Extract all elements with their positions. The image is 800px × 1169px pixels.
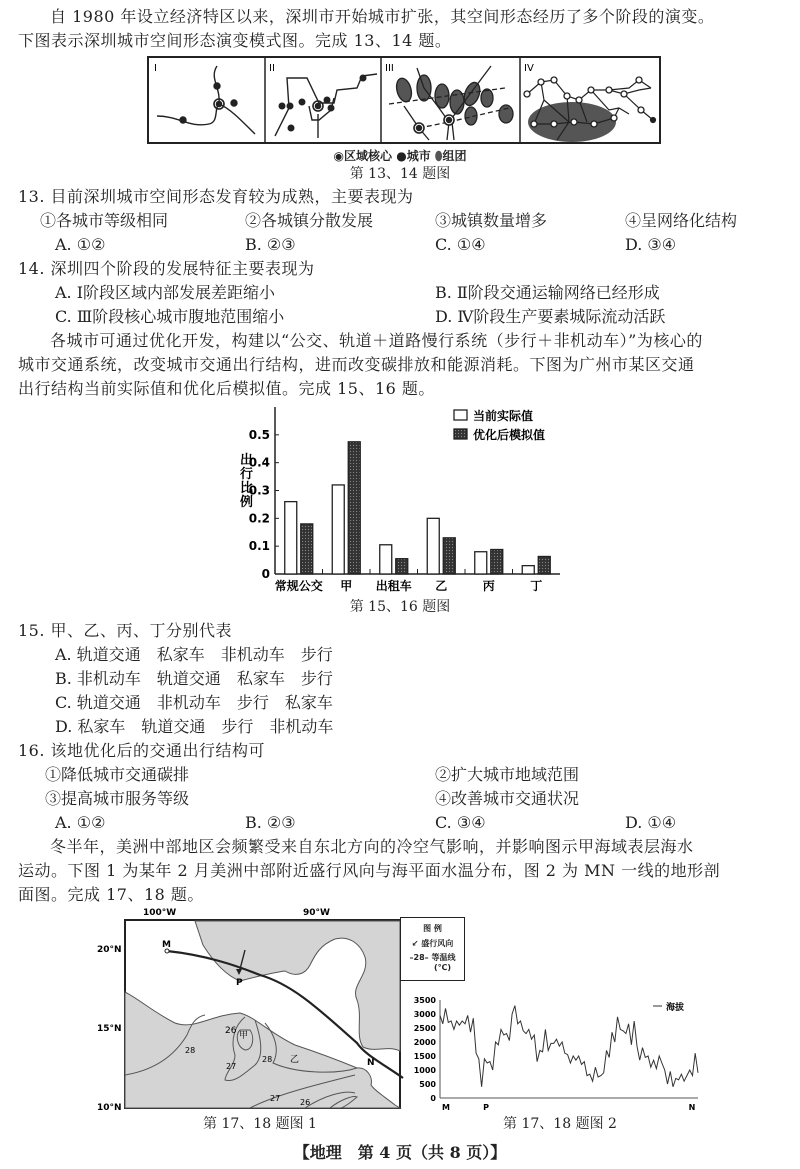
q14-option-c[interactable]: C. Ⅲ阶段核心城市腹地范围缩小 [55, 307, 285, 326]
legend-label-current: 当前实际值 [473, 409, 534, 423]
bar-optimized [538, 556, 550, 574]
x-tick-label: 丙 [482, 579, 495, 592]
urban-form-panels [149, 58, 659, 142]
panel-iii-drawing [389, 66, 513, 140]
lat-label-20n: 20°N [97, 945, 122, 955]
q13-stem: 13. 目前深圳城市空间形态发育较为成熟，主要表现为 [18, 187, 414, 206]
profile-y-tick-label: 0 [430, 1094, 436, 1103]
q13-option-a[interactable]: A. ①② [55, 235, 106, 254]
q14-option-d[interactable]: D. Ⅳ阶段生产要素城际流动活跃 [435, 307, 666, 326]
page-footer: 【地理 第 4 页（共 8 页）】 [293, 1143, 507, 1162]
y-tick-label: 0.1 [248, 539, 270, 554]
q13-item-3: ③城镇数量增多 [435, 211, 548, 230]
q16-option-c[interactable]: C. ③④ [435, 813, 486, 832]
q15-option-b[interactable]: B. 非机动车 轨道交通 私家车 步行 [55, 669, 333, 688]
bar-optimized [443, 538, 455, 574]
profile-x-label: M [442, 1103, 450, 1112]
q13-option-b[interactable]: B. ②③ [245, 235, 296, 254]
bar-current [475, 552, 487, 574]
intro-paragraph-1-line-2: 下图表示深圳城市空间形态演变模式图。完成 13、14 题。 [18, 31, 452, 50]
isotherm-label-26a: 26 [225, 1026, 237, 1036]
panel-label-i: I [154, 63, 157, 74]
q14-option-a[interactable]: A. Ⅰ阶段区域内部发展差距缩小 [55, 283, 276, 302]
lat-label-10n: 10°N [97, 1103, 122, 1113]
profile-x-label: N [688, 1103, 696, 1112]
legend-city: 城市 [406, 149, 431, 163]
q13-item-1: ①各城市等级相同 [40, 211, 169, 230]
lon-label-100w: 100°W [143, 908, 177, 918]
region-yi-label: 乙 [290, 1055, 300, 1065]
isotherm-label-28b: 28 [262, 1055, 273, 1064]
y-tick-label: 0.3 [248, 483, 270, 498]
isotherm-label-27a: 27 [226, 1062, 237, 1071]
bar-optimized [301, 524, 313, 574]
city-icon: ● [396, 149, 407, 163]
panel-iv-drawing [524, 77, 656, 142]
panel-label-iv: IV [524, 63, 534, 74]
bar-current [285, 502, 297, 574]
legend-label-optimized: 优化后模拟值 [473, 428, 546, 442]
travel-structure-bar-chart [220, 402, 580, 592]
legend-swatch-current [454, 410, 467, 420]
urban-form-figure [147, 56, 661, 144]
intro-paragraph-2-line-3: 出行结构当前实际值和优化后模拟值。完成 15、16 题。 [18, 379, 435, 398]
bar-chart-caption: 第 15、16 题图 [349, 599, 451, 615]
q16-option-a[interactable]: A. ①② [55, 813, 106, 832]
q15-option-c[interactable]: C. 轨道交通 非机动车 步行 私家车 [55, 693, 333, 712]
panel-i-drawing [157, 66, 255, 134]
q14-stem: 14. 深圳四个阶段的发展特征主要表现为 [18, 259, 315, 278]
profile-y-tick-label: 2500 [413, 1024, 436, 1033]
map-legend-title: 图 例 [423, 924, 442, 933]
intro-paragraph-3-line-2: 运动。下图 1 为某年 2 月美洲中部附近盛行风向与海平面水温分布，图 2 为 MN 一线的地形剖 [18, 861, 721, 880]
figure-1-caption: 第 13、14 题图 [349, 166, 451, 182]
map-legend: 图 例 ↙ 盛行风向 –28– 等温线 (℃) [400, 917, 465, 981]
q13-option-c[interactable]: C. ①④ [435, 235, 486, 254]
terrain-profile-chart [400, 990, 710, 1125]
bar-current [522, 566, 534, 574]
urban-form-legend [300, 147, 500, 164]
intro-paragraph-3-line-1: 冬半年，美洲中部地区会频繁受来自东北方向的冷空气影响，并影响图示甲海域表层海水 [50, 837, 694, 856]
elevation-line [440, 1006, 698, 1087]
profile-x-label: P [483, 1103, 489, 1112]
isotherm-label-26b: 26 [300, 1098, 311, 1107]
profile-y-tick-label: 500 [419, 1080, 436, 1089]
map-legend-iso: 等温线 [431, 953, 456, 962]
y-axis-label: 出行比例 [240, 453, 254, 510]
profile-y-tick-label: 3500 [413, 996, 436, 1005]
q16-stem: 16. 该地优化后的交通出行结构可 [18, 741, 266, 760]
x-tick-label: 乙 [435, 579, 448, 592]
y-tick-label: 0.2 [248, 511, 270, 526]
q16-item-1: ①降低城市交通碳排 [45, 765, 190, 784]
q16-option-d[interactable]: D. ①④ [625, 813, 677, 832]
lat-label-15n: 15°N [97, 1024, 122, 1034]
intro-paragraph-2-line-1: 各城市可通过优化开发，构建以“公交、轨道＋道路慢行系统（步行＋非机动车）”为核心的 [50, 331, 703, 350]
q13-option-d[interactable]: D. ③④ [625, 235, 677, 254]
bar-current [427, 518, 439, 574]
intro-paragraph-3-line-3: 面图。完成 17、18 题。 [18, 885, 204, 904]
wind-legend-icon: ↙ [411, 939, 419, 948]
point-p-label: P [236, 978, 243, 988]
map-legend-iso-sample: 28 [413, 953, 425, 962]
x-tick-label: 常规公交 [274, 579, 323, 592]
bar-optimized [348, 442, 360, 574]
profile-y-tick-label: 1500 [413, 1052, 436, 1061]
q13-item-4: ④呈网络化结构 [625, 211, 738, 230]
panel-ii-drawing [275, 74, 377, 138]
point-m-label: M [162, 940, 171, 950]
x-tick-label: 丁 [530, 579, 543, 592]
panel-label-ii: II [269, 63, 275, 74]
q16-item-3: ③提高城市服务等级 [45, 789, 190, 808]
q16-option-b[interactable]: B. ②③ [245, 813, 296, 832]
profile-y-tick-label: 2000 [413, 1038, 436, 1047]
bar-current [380, 545, 392, 574]
map-legend-unit: (℃) [434, 963, 451, 972]
legend-swatch-optimized [454, 429, 467, 439]
profile-y-tick-label: 3000 [413, 1010, 436, 1019]
q16-item-2: ②扩大城市地域范围 [435, 765, 580, 784]
q13-item-2: ②各城镇分散发展 [245, 211, 374, 230]
isotherm-label-27b: 27 [270, 1094, 281, 1103]
point-n-label: N [367, 1058, 375, 1068]
x-tick-label: 出租车 [375, 579, 412, 592]
profile-caption: 第 17、18 题图 2 [503, 1116, 617, 1132]
q16-item-4: ④改善城市交通状况 [435, 789, 580, 808]
bar-optimized [396, 559, 408, 574]
profile-y-tick-label: 1000 [413, 1066, 436, 1075]
bar-current [332, 485, 344, 574]
central-america-map [95, 905, 425, 1130]
q15-stem: 15. 甲、乙、丙、丁分别代表 [18, 621, 233, 640]
profile-legend-label: 海拔 [666, 1003, 685, 1013]
intro-paragraph-2-line-2: 城市交通系统，改变城市交通出行结构，进而改变碳排放和能源消耗。下图为广州市某区交通 [18, 355, 695, 374]
y-tick-label: 0 [261, 567, 270, 581]
q15-option-d[interactable]: D. 私家车 轨道交通 步行 非机动车 [55, 717, 334, 736]
y-tick-label: 0.5 [248, 427, 270, 442]
isotherm-label-28a: 28 [185, 1046, 196, 1055]
intro-paragraph-1-line-1: 自 1980 年设立经济特区以来，深圳市开始城市扩张，其空间形态经历了多个阶段的演变。 [50, 7, 715, 26]
legend-cluster: 组团 [442, 149, 467, 163]
region-jia-label: 甲 [239, 1031, 249, 1041]
chart-legend [454, 408, 545, 442]
y-tick-label: 0.4 [248, 455, 270, 470]
cluster-icon: ⬮ [434, 149, 443, 163]
legend-regional-core: 区域核心 [344, 149, 393, 163]
lon-label-90w: 90°W [303, 908, 330, 918]
q14-option-b[interactable]: B. Ⅱ阶段交通运输网络已经形成 [435, 283, 660, 302]
map-caption: 第 17、18 题图 1 [203, 1116, 317, 1132]
panel-label-iii: III [385, 63, 394, 74]
bar-optimized [491, 550, 503, 574]
q15-option-a[interactable]: A. 轨道交通 私家车 非机动车 步行 [55, 645, 333, 664]
x-tick-label: 甲 [340, 579, 353, 592]
regional-core-icon: ◉ [333, 149, 345, 163]
map-legend-wind: 盛行风向 [421, 939, 454, 948]
